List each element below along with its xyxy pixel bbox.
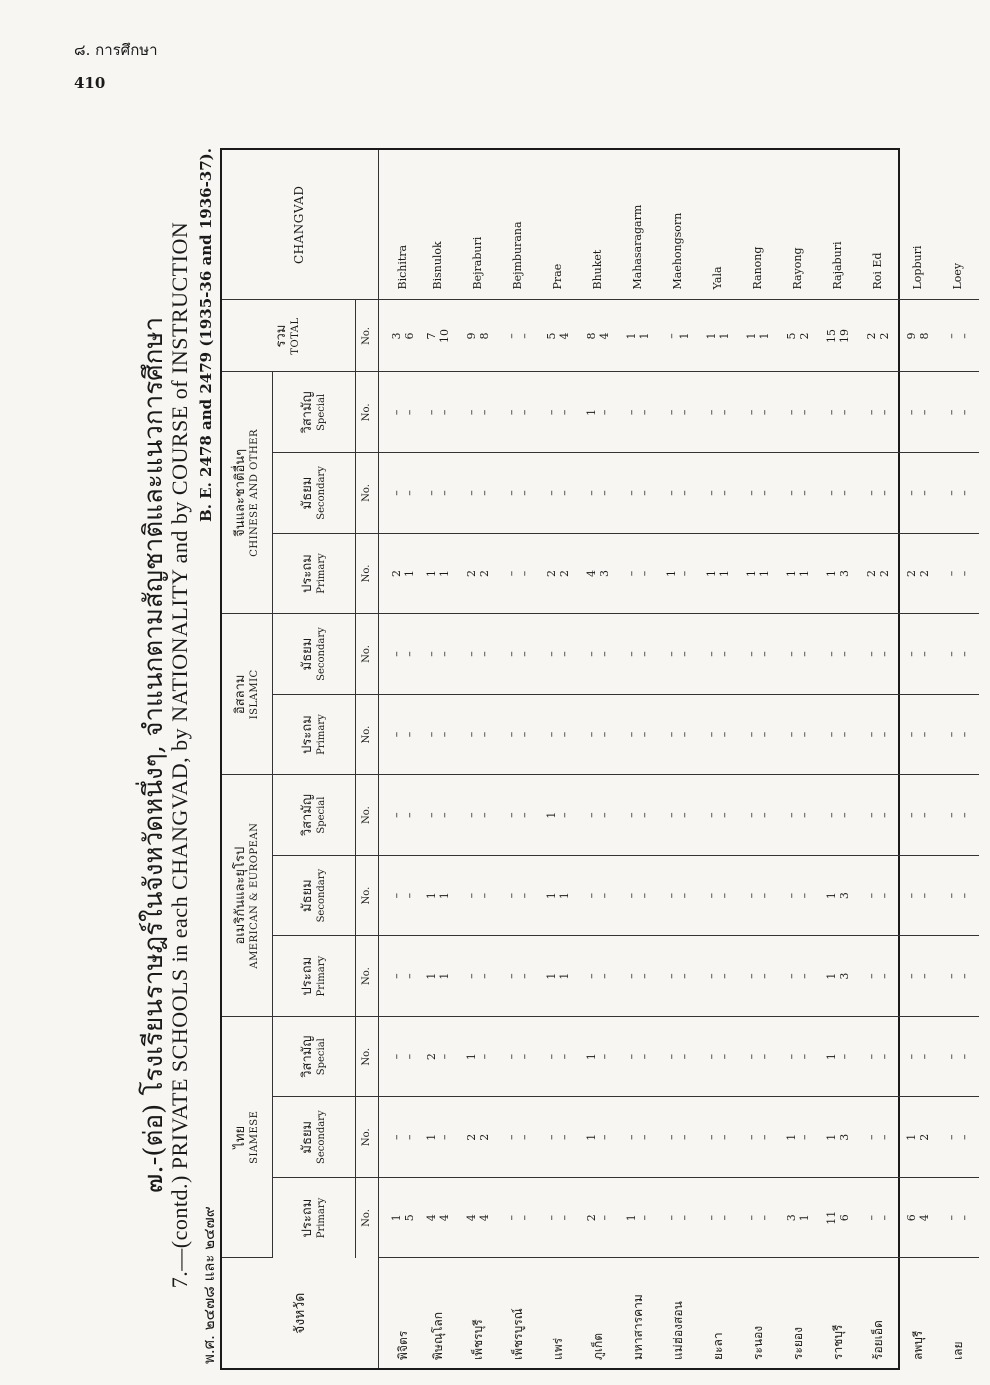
- value-cell: – –: [819, 694, 859, 775]
- value-cell: – –: [779, 936, 819, 1017]
- value-cell: 7 10: [419, 300, 459, 372]
- chinese-primary-header: ประถม Primary: [273, 533, 356, 614]
- value-cell: – –: [459, 372, 499, 453]
- value-cell: – –: [859, 614, 899, 695]
- value-cell: – –: [859, 453, 899, 534]
- value-cell: – –: [899, 453, 939, 534]
- value-cell: – –: [939, 1016, 979, 1097]
- table-row: [539, 150, 579, 1368]
- value-cell: – –: [739, 694, 779, 775]
- changvad-thai-cell: พิจิตร: [395, 1330, 410, 1360]
- value-cell: – –: [939, 1177, 979, 1258]
- group-total: รวม TOTAL: [222, 300, 356, 372]
- value-cell: 1 –: [579, 1097, 619, 1178]
- no-header: No.: [356, 1097, 379, 1178]
- siamese-special-header: วิสามัญ Special: [273, 1016, 356, 1097]
- value-cell: – –: [859, 372, 899, 453]
- value-cell: – –: [619, 453, 659, 534]
- value-cell: – –: [779, 775, 819, 856]
- value-cell: 3 1: [779, 1177, 819, 1258]
- value-cell: – –: [659, 1177, 699, 1258]
- american-special-header: วิสามัญ Special: [273, 775, 356, 856]
- value-cell: – –: [859, 936, 899, 1017]
- no-header: No.: [356, 453, 379, 534]
- value-cell: – –: [379, 936, 419, 1017]
- value-cell: – –: [579, 694, 619, 775]
- changvad-thai-cell: ระนอง: [750, 1325, 765, 1360]
- statistics-table-frame: [220, 148, 971, 1370]
- value-cell: – –: [379, 775, 419, 856]
- value-cell: 1 1: [699, 300, 739, 372]
- value-cell: – –: [579, 453, 619, 534]
- value-cell: – –: [499, 1016, 539, 1097]
- value-cell: – –: [659, 1097, 699, 1178]
- value-cell: – –: [619, 614, 659, 695]
- chinese-secondary-header: มัธยม Secondary: [273, 453, 356, 534]
- changvad-english-cell: Lopburi: [899, 150, 939, 300]
- changvad-english-cell: Loey: [939, 150, 979, 300]
- table-row: [819, 150, 859, 1368]
- value-cell: – –: [939, 936, 979, 1017]
- value-cell: – –: [379, 614, 419, 695]
- value-cell: – –: [899, 614, 939, 695]
- value-cell: – –: [419, 614, 459, 695]
- private-schools-table: [222, 150, 979, 1368]
- value-cell: 2 2: [859, 533, 899, 614]
- group-american-european: อเมริกันและยุโรป AMERICAN & EUROPEAN: [222, 775, 273, 1017]
- value-cell: 1 2: [899, 1097, 939, 1178]
- group-siamese: ไทย SIAMESE: [222, 1016, 273, 1258]
- value-cell: – –: [739, 855, 779, 936]
- value-cell: 1 1: [539, 936, 579, 1017]
- value-cell: – –: [779, 855, 819, 936]
- value-cell: – –: [499, 1177, 539, 1258]
- value-cell: – –: [539, 614, 579, 695]
- value-cell: 1 –: [579, 372, 619, 453]
- value-cell: – –: [379, 1016, 419, 1097]
- value-cell: – –: [739, 1097, 779, 1178]
- value-cell: 1 1: [539, 855, 579, 936]
- table-row: [859, 150, 899, 1368]
- value-cell: – –: [939, 300, 979, 372]
- value-cell: 3 6: [379, 300, 419, 372]
- value-cell: – –: [419, 453, 459, 534]
- value-cell: – –: [379, 694, 419, 775]
- changvad-english-cell: Bhuket: [579, 150, 619, 300]
- no-header: No.: [356, 300, 379, 372]
- value-cell: – –: [779, 372, 819, 453]
- no-header: No.: [356, 1177, 379, 1258]
- value-cell: 1 1: [419, 936, 459, 1017]
- value-cell: 1 3: [819, 936, 859, 1017]
- siamese-primary-header: ประถม Primary: [273, 1177, 356, 1258]
- value-cell: 6 4: [899, 1177, 939, 1258]
- rotated-table-page: [125, 140, 971, 1370]
- value-cell: – –: [819, 453, 859, 534]
- chinese-special-header: วิสามัญ Special: [273, 372, 356, 453]
- value-cell: – –: [619, 694, 659, 775]
- value-cell: – –: [819, 614, 859, 695]
- value-cell: 1 –: [539, 775, 579, 856]
- value-cell: – –: [779, 694, 819, 775]
- changvad-thai-cell: เพ็ชรบูรณ์: [510, 1308, 525, 1360]
- no-header: No.: [356, 694, 379, 775]
- value-cell: – –: [739, 775, 779, 856]
- years-thai: พ.ศ. ๒๔๗๘ และ ๒๔๗๙: [200, 1206, 218, 1364]
- changvad-thai-cell: พิษณุโลก: [430, 1311, 445, 1360]
- value-cell: 1 –: [659, 533, 699, 614]
- value-cell: – –: [539, 1177, 579, 1258]
- value-cell: – –: [659, 775, 699, 856]
- value-cell: – –: [379, 1097, 419, 1178]
- table-row: [699, 150, 739, 1368]
- value-cell: – –: [939, 775, 979, 856]
- value-cell: – –: [859, 855, 899, 936]
- value-cell: 11 6: [819, 1177, 859, 1258]
- value-cell: – –: [939, 855, 979, 936]
- value-cell: – 1: [659, 300, 699, 372]
- changvad-thai-cell: ราชบุรี: [830, 1324, 845, 1360]
- value-cell: – –: [419, 775, 459, 856]
- value-cell: – –: [579, 775, 619, 856]
- title-english: 7.—(contd.) PRIVATE SCHOOLS in each CHANGVAD, by NATIONALITY and by COURSE of INSTRUCTION: [167, 221, 192, 1289]
- value-cell: – –: [499, 936, 539, 1017]
- value-cell: 1 1: [739, 533, 779, 614]
- changvad-thai-cell: ยะลา: [710, 1332, 725, 1360]
- group-islamic: อิสลาม ISLAMIC: [222, 614, 273, 775]
- value-cell: – –: [459, 614, 499, 695]
- value-cell: 1 3: [819, 533, 859, 614]
- table-row: [459, 150, 499, 1368]
- value-cell: 5 4: [539, 300, 579, 372]
- group-chinese-other: จีนและชาติอื่นๆ CHINESE AND OTHER: [222, 372, 273, 614]
- value-cell: – –: [499, 300, 539, 372]
- changvad-english-cell: Rayong: [779, 150, 819, 300]
- value-cell: 1 1: [419, 855, 459, 936]
- value-cell: – –: [499, 694, 539, 775]
- value-cell: – –: [539, 1016, 579, 1097]
- value-cell: 2 2: [859, 300, 899, 372]
- value-cell: 1 –: [819, 1016, 859, 1097]
- value-cell: 2 –: [579, 1177, 619, 1258]
- table-row: [379, 150, 419, 1368]
- changvad-thai-cell: ระยอง: [790, 1327, 805, 1360]
- value-cell: – –: [499, 614, 539, 695]
- value-cell: – –: [459, 453, 499, 534]
- changvad-thai-cell: เลย: [950, 1341, 965, 1360]
- value-cell: – –: [699, 1016, 739, 1097]
- value-cell: – –: [859, 694, 899, 775]
- value-cell: 1 1: [779, 533, 819, 614]
- value-cell: 1 1: [419, 533, 459, 614]
- value-cell: – –: [899, 372, 939, 453]
- value-cell: – –: [899, 936, 939, 1017]
- changvad-thai-cell: ร้อยเอ็ด: [870, 1320, 885, 1360]
- value-cell: – –: [739, 614, 779, 695]
- value-cell: 5 2: [779, 300, 819, 372]
- changvad-english-cell: Bichitra: [379, 150, 419, 300]
- changvad-thai-cell: แพร่: [550, 1337, 565, 1360]
- table-row: [659, 150, 699, 1368]
- value-cell: 1 –: [579, 1016, 619, 1097]
- no-header: No.: [356, 533, 379, 614]
- value-cell: – –: [659, 372, 699, 453]
- value-cell: 2 1: [379, 533, 419, 614]
- value-cell: 1 1: [619, 300, 659, 372]
- no-header: No.: [356, 614, 379, 695]
- value-cell: – –: [899, 855, 939, 936]
- value-cell: – –: [619, 372, 659, 453]
- value-cell: 2 –: [419, 1016, 459, 1097]
- value-cell: – –: [579, 936, 619, 1017]
- changvad-english-cell: Bisnulok: [419, 150, 459, 300]
- value-cell: – –: [699, 372, 739, 453]
- value-cell: – –: [739, 936, 779, 1017]
- table-row: [619, 150, 659, 1368]
- title-thai: ๗.-(ต่อ) โรงเรียนราษฎร์ในจังหวัดหนึ่งๆ, จำแนกตามสัญชาติและแนวการศึกษา: [139, 316, 169, 1194]
- value-cell: – –: [379, 372, 419, 453]
- changvad-english-header: CHANGVAD: [222, 150, 379, 300]
- value-cell: – –: [739, 453, 779, 534]
- value-cell: – –: [619, 1016, 659, 1097]
- changvad-english-cell: Mahasaragarm: [619, 150, 659, 300]
- american-primary-header: ประถม Primary: [273, 936, 356, 1017]
- value-cell: 15 19: [819, 300, 859, 372]
- table-row: [739, 150, 779, 1368]
- value-cell: 2 2: [459, 533, 499, 614]
- value-cell: – –: [539, 453, 579, 534]
- value-cell: – –: [699, 1097, 739, 1178]
- value-cell: – –: [819, 372, 859, 453]
- value-cell: 1 –: [619, 1177, 659, 1258]
- value-cell: – –: [699, 936, 739, 1017]
- value-cell: – –: [899, 1016, 939, 1097]
- value-cell: – –: [939, 614, 979, 695]
- changvad-thai-cell: มหาสารคาม: [630, 1294, 645, 1360]
- value-cell: 2 2: [459, 1097, 499, 1178]
- value-cell: – –: [379, 453, 419, 534]
- value-cell: – –: [419, 694, 459, 775]
- value-cell: – –: [859, 1177, 899, 1258]
- value-cell: 4 3: [579, 533, 619, 614]
- changvad-thai-cell: ลพบุรี: [910, 1330, 925, 1360]
- value-cell: 1 –: [779, 1097, 819, 1178]
- value-cell: – –: [939, 453, 979, 534]
- changvad-thai-cell: แม่ฮ่องสอน: [670, 1301, 685, 1360]
- value-cell: – –: [819, 775, 859, 856]
- value-cell: – –: [379, 855, 419, 936]
- table-body: [379, 150, 979, 1368]
- islamic-primary-header: ประถม Primary: [273, 694, 356, 775]
- value-cell: – –: [859, 1016, 899, 1097]
- value-cell: – –: [659, 1016, 699, 1097]
- changvad-thai-cell: เพ็ชรบุรี: [470, 1319, 485, 1360]
- value-cell: – –: [699, 1177, 739, 1258]
- section-heading: ๘. การศึกษา: [74, 41, 158, 59]
- value-cell: – –: [659, 855, 699, 936]
- table-row: [499, 150, 539, 1368]
- value-cell: – –: [539, 1097, 579, 1178]
- table-row: [779, 150, 819, 1368]
- years-english: B. E. 2478 and 2479 (1935-36 and 1936-37).: [197, 148, 215, 522]
- value-cell: – –: [739, 372, 779, 453]
- value-cell: – –: [459, 694, 499, 775]
- changvad-thai-cell: ภูเก็ต: [590, 1332, 605, 1360]
- value-cell: – –: [459, 855, 499, 936]
- table-row: [579, 150, 619, 1368]
- value-cell: 9 8: [459, 300, 499, 372]
- page-number: 410: [74, 74, 106, 92]
- no-header: No.: [356, 775, 379, 856]
- islamic-secondary-header: มัธยม Secondary: [273, 614, 356, 695]
- value-cell: 1 5: [379, 1177, 419, 1258]
- no-header: No.: [356, 855, 379, 936]
- value-cell: – –: [459, 936, 499, 1017]
- value-cell: 1 1: [739, 300, 779, 372]
- value-cell: 1 3: [819, 1097, 859, 1178]
- changvad-english-cell: Ranong: [739, 150, 779, 300]
- value-cell: – –: [619, 533, 659, 614]
- value-cell: – –: [739, 1177, 779, 1258]
- siamese-secondary-header: มัธยม Secondary: [273, 1097, 356, 1178]
- value-cell: – –: [779, 453, 819, 534]
- value-cell: 1 –: [419, 1097, 459, 1178]
- value-cell: – –: [939, 694, 979, 775]
- value-cell: – –: [579, 855, 619, 936]
- value-cell: 1 –: [459, 1016, 499, 1097]
- value-cell: – –: [779, 614, 819, 695]
- value-cell: – –: [659, 453, 699, 534]
- changvad-english-cell: Roi Ed: [859, 150, 899, 300]
- table-row: [419, 150, 459, 1368]
- table-row: [899, 150, 939, 1368]
- value-cell: 8 4: [579, 300, 619, 372]
- value-cell: – –: [699, 855, 739, 936]
- value-cell: – –: [739, 1016, 779, 1097]
- no-header: No.: [356, 936, 379, 1017]
- value-cell: – –: [619, 1097, 659, 1178]
- value-cell: 2 2: [899, 533, 939, 614]
- value-cell: – –: [859, 1097, 899, 1178]
- value-cell: – –: [499, 855, 539, 936]
- value-cell: 4 4: [419, 1177, 459, 1258]
- value-cell: 1 3: [819, 855, 859, 936]
- value-cell: – –: [499, 372, 539, 453]
- value-cell: – –: [659, 694, 699, 775]
- value-cell: 9 8: [899, 300, 939, 372]
- no-header: No.: [356, 1016, 379, 1097]
- value-cell: – –: [499, 775, 539, 856]
- value-cell: – –: [659, 936, 699, 1017]
- value-cell: – –: [619, 936, 659, 1017]
- value-cell: 4 4: [459, 1177, 499, 1258]
- value-cell: – –: [699, 453, 739, 534]
- value-cell: 2 2: [539, 533, 579, 614]
- value-cell: – –: [699, 775, 739, 856]
- value-cell: – –: [459, 775, 499, 856]
- changvad-english-cell: Bejmburana: [499, 150, 539, 300]
- no-header: No.: [356, 372, 379, 453]
- value-cell: – –: [539, 372, 579, 453]
- value-cell: – –: [939, 372, 979, 453]
- value-cell: – –: [659, 614, 699, 695]
- value-cell: – –: [499, 453, 539, 534]
- changvad-english-cell: Bejraburi: [459, 150, 499, 300]
- value-cell: – –: [499, 533, 539, 614]
- value-cell: – –: [939, 533, 979, 614]
- value-cell: – –: [419, 372, 459, 453]
- value-cell: – –: [939, 1097, 979, 1178]
- value-cell: – –: [499, 1097, 539, 1178]
- changvad-thai-header: จังหวัด: [222, 1258, 379, 1368]
- changvad-english-cell: Yala: [699, 150, 739, 300]
- value-cell: – –: [859, 775, 899, 856]
- value-cell: – –: [619, 855, 659, 936]
- value-cell: – –: [579, 614, 619, 695]
- changvad-english-cell: Rajaburi: [819, 150, 859, 300]
- value-cell: – –: [619, 775, 659, 856]
- table-row: [939, 150, 979, 1368]
- value-cell: – –: [699, 614, 739, 695]
- value-cell: – –: [699, 694, 739, 775]
- changvad-english-cell: Prae: [539, 150, 579, 300]
- value-cell: – –: [899, 775, 939, 856]
- value-cell: 1 1: [699, 533, 739, 614]
- value-cell: – –: [539, 694, 579, 775]
- value-cell: – –: [779, 1016, 819, 1097]
- american-secondary-header: มัธยม Secondary: [273, 855, 356, 936]
- value-cell: – –: [899, 694, 939, 775]
- changvad-english-cell: Maehongsorn: [659, 150, 699, 300]
